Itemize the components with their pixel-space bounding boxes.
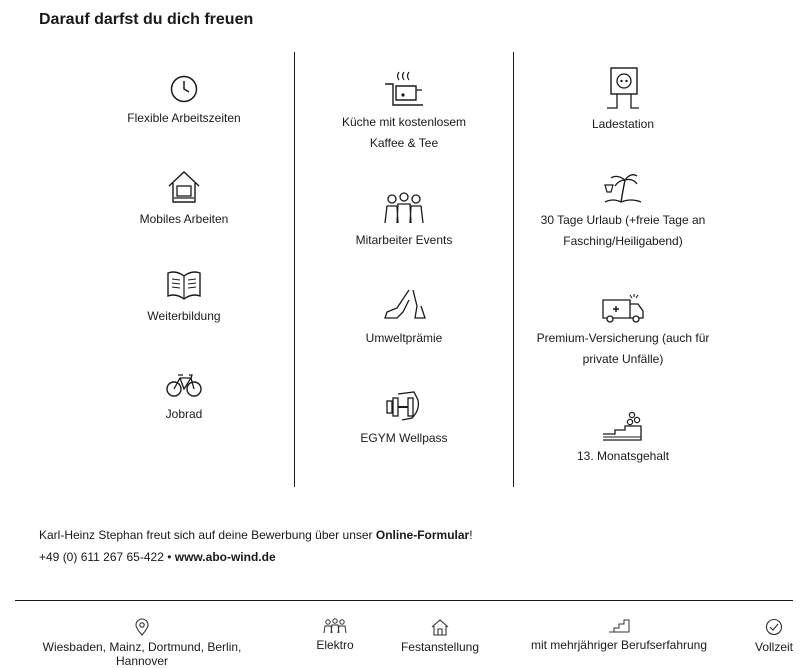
benefit-label: Weiterbildung — [147, 309, 221, 323]
benefit-label: Mitarbeiter Events — [355, 233, 453, 247]
meta-employment-type — [395, 618, 485, 654]
benefit-label-line2: private Unfälle) — [582, 352, 664, 366]
benefits-column-1 — [74, 52, 294, 487]
meta-department — [305, 618, 365, 652]
meta-label: mit mehrjähriger Berufserfahrung — [530, 638, 708, 652]
benefit-kitchen — [295, 70, 513, 154]
meta-label: Wiesbaden, Mainz, Dortmund, Berlin, Hannover — [42, 640, 242, 668]
footer-divider — [15, 600, 793, 601]
meta-label: Festanstellung — [400, 640, 480, 654]
benefit-charging — [513, 66, 733, 135]
benefit-label: Ladestation — [591, 117, 655, 131]
home-laptop-icon — [166, 169, 202, 205]
dumbbell-heart-icon — [384, 388, 424, 424]
benefit-jobrad — [74, 370, 294, 425]
contact-text: Karl-Heinz Stephan freut sich auf deine Bewerbung über unser — [39, 528, 376, 542]
benefit-label-line1: Premium-Versicherung (auch für — [536, 331, 710, 345]
benefit-label-line2: Fasching/Heiligabend) — [563, 234, 683, 248]
meta-label: Elektro — [316, 638, 354, 652]
benefit-label-line1: 30 Tage Urlaub (+freie Tage an — [540, 213, 706, 227]
benefits-column-3 — [513, 52, 733, 487]
kitchen-pot-icon — [382, 70, 426, 108]
phone-number[interactable]: +49 (0) 611 267 65-422 — [39, 550, 164, 564]
meta-work-time — [748, 618, 800, 654]
website-link[interactable]: www.abo-wind.de — [174, 550, 276, 564]
clock-check-icon — [765, 618, 783, 636]
stairs-icon — [608, 618, 630, 634]
contact-details — [39, 546, 473, 568]
benefit-label-line2: Kaffee & Tee — [369, 136, 439, 150]
benefit-label: Mobiles Arbeiten — [139, 212, 229, 226]
meta-location — [15, 618, 269, 668]
clock-icon — [169, 74, 199, 104]
contact-exclaim: ! — [469, 528, 473, 542]
benefits-column-2 — [294, 52, 514, 487]
benefit-insurance — [513, 292, 733, 370]
palm-beach-icon — [603, 170, 643, 206]
benefit-label: Umweltprämie — [365, 331, 443, 345]
house-icon — [430, 618, 450, 636]
meta-experience — [520, 618, 718, 652]
charging-socket-icon — [605, 66, 641, 110]
online-form-link[interactable]: Online-Formular — [375, 528, 470, 542]
contact-block — [39, 524, 473, 568]
section-heading: Darauf darfst du dich freuen — [39, 11, 254, 28]
benefit-label-line1: Küche mit kostenlosem — [341, 115, 467, 129]
benefit-label: Jobrad — [165, 407, 203, 421]
money-stairs-icon — [601, 410, 645, 442]
benefit-mobile-work — [74, 169, 294, 230]
benefit-label: EGYM Wellpass — [360, 431, 448, 445]
location-pin-icon — [135, 618, 149, 636]
benefit-label: Flexible Arbeitszeiten — [127, 111, 241, 125]
bicycle-icon — [165, 370, 203, 400]
team-icon — [323, 618, 347, 634]
separator: • — [163, 550, 175, 564]
benefit-vacation — [513, 170, 733, 252]
benefit-training — [74, 268, 294, 327]
ambulance-icon — [600, 292, 646, 324]
benefit-13th-salary — [513, 410, 733, 467]
people-group-icon — [383, 190, 425, 226]
walking-legs-icon — [381, 288, 427, 324]
benefit-egym — [295, 388, 513, 449]
benefit-flexible-hours — [74, 74, 294, 129]
benefit-environment-bonus — [295, 288, 513, 349]
open-book-icon — [165, 268, 203, 302]
contact-line — [39, 524, 473, 546]
benefit-events — [295, 190, 513, 251]
meta-label: Vollzeit — [754, 640, 794, 654]
benefit-label: 13. Monatsgehalt — [576, 449, 670, 463]
